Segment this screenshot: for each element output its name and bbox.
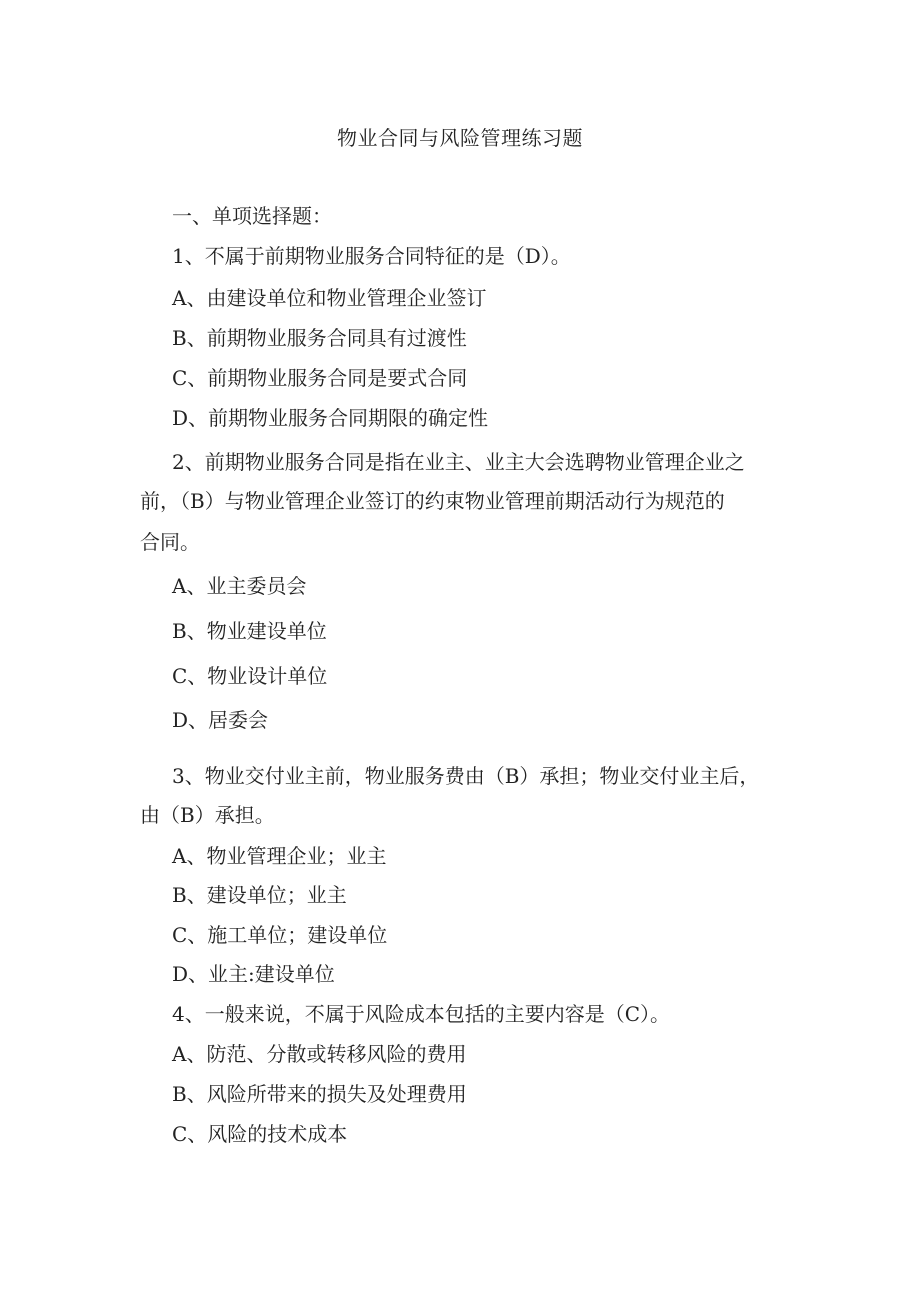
question-1-text: 1、不属于前期物业服务合同特征的是（D）。 — [172, 244, 571, 268]
question-2-option-d: D、居委会 — [172, 708, 269, 732]
question-2-text-line-3: 合同。 — [140, 530, 200, 554]
question-4-option-c: C、风险的技术成本 — [172, 1122, 348, 1146]
document-title: 物业合同与风险管理练习题 — [337, 126, 583, 150]
question-1-option-d: D、前期物业服务合同期限的确定性 — [172, 406, 489, 430]
question-2-option-c: C、物业设计单位 — [172, 664, 328, 688]
question-3-option-c: C、施工单位；建设单位 — [172, 923, 388, 947]
question-4-text: 4、一般来说，不属于风险成本包括的主要内容是（C）。 — [172, 1002, 671, 1026]
question-1-option-c: C、前期物业服务合同是要式合同 — [172, 366, 468, 390]
question-3-option-d: D、业主:建设单位 — [172, 962, 335, 986]
question-3-text-line-2: 由（B）承担。 — [140, 803, 275, 827]
question-1-option-a: A、由建设单位和物业管理企业签订 — [172, 286, 487, 310]
section-heading: 一、单项选择题： — [172, 204, 332, 228]
question-3-option-a: A、物业管理企业；业主 — [172, 844, 387, 868]
question-4-option-b: B、风险所带来的损失及处理费用 — [172, 1082, 467, 1106]
question-2-text-line-1: 2、前期物业服务合同是指在业主、业主大会选聘物业管理企业之 — [172, 450, 745, 474]
question-1-option-b: B、前期物业服务合同具有过渡性 — [172, 326, 467, 350]
question-3-text-line-1: 3、物业交付业主前，物业服务费由（B）承担；物业交付业主后， — [172, 764, 760, 788]
question-4-option-a: A、防范、分散或转移风险的费用 — [172, 1042, 467, 1066]
question-3-option-b: B、建设单位；业主 — [172, 883, 347, 907]
question-2-option-b: B、物业建设单位 — [172, 619, 327, 643]
question-2-option-a: A、业主委员会 — [172, 574, 307, 598]
question-2-text-line-2: 前，（B）与物业管理企业签订的约束物业管理前期活动行为规范的 — [140, 489, 725, 513]
